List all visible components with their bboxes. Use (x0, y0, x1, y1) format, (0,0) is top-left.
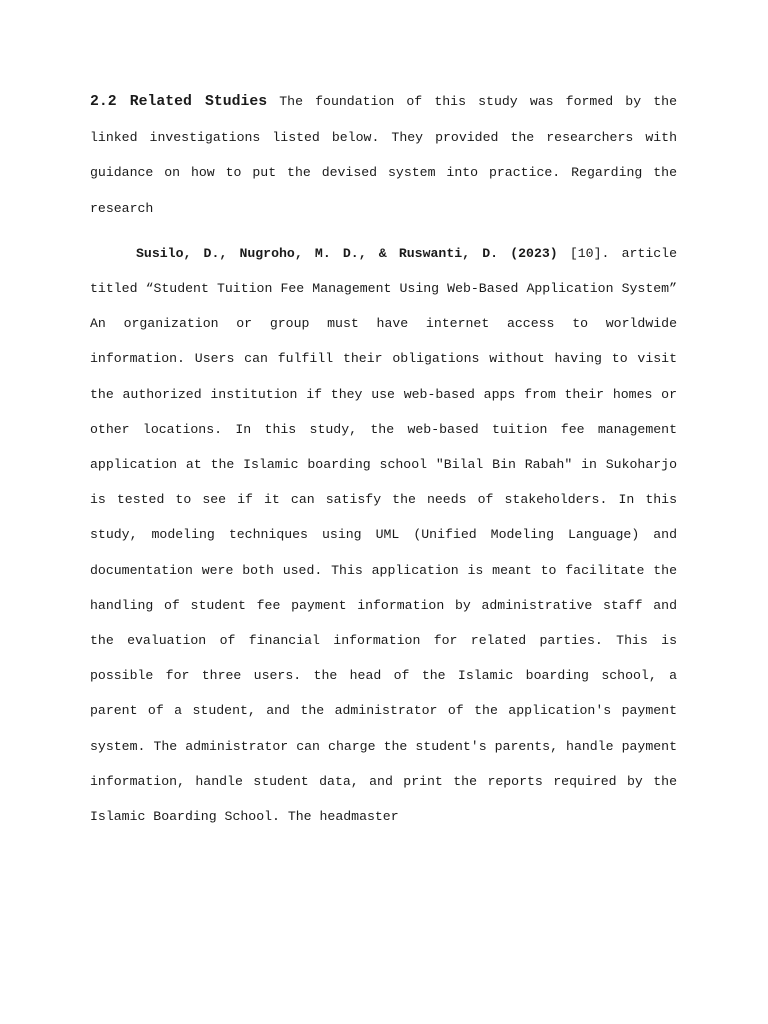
intro-text: The foundation of this study was formed by the linked investigations listed below. They provided the researchers with guidance on how to put the devised system into practice. Regarding the research (90, 94, 677, 216)
study-authors: Susilo, D., Nugroho, M. D., & Ruswanti, D. (2023) (136, 245, 558, 261)
section-heading: 2.2 Related Studies (90, 94, 268, 110)
study-paragraph (90, 236, 677, 834)
document-page (90, 84, 677, 834)
study-body-text: article titled “Student Tuition Fee Management Using Web-Based Application System” An organization or group must have internet access to worldwide information. Users can fulfill their obligations without having to visit the authorized institution if they use web-based apps from their homes or other locations. In this study, the web-based tuition fee management application at the Islamic boarding school "Bilal Bin Rabah" in Sukoharjo is tested to see if it can satisfy the needs of stakeholders. In this study, modeling techniques using UML (Unified Modeling Language) and documentation were both used. This application is meant to facilitate the handling of student fee payment information by administrative staff and the evaluation of financial information for related parties. This is possible for three users. the head of the Islamic boarding school, a parent of a student, and the administrator of the application's payment system. The administrator can charge the student's parents, handle payment information, handle student data, and print the reports required by the Islamic Boarding School. The headmaster (90, 245, 677, 825)
study-citation: [10]. (569, 245, 610, 261)
related-studies-intro-paragraph (90, 84, 677, 226)
